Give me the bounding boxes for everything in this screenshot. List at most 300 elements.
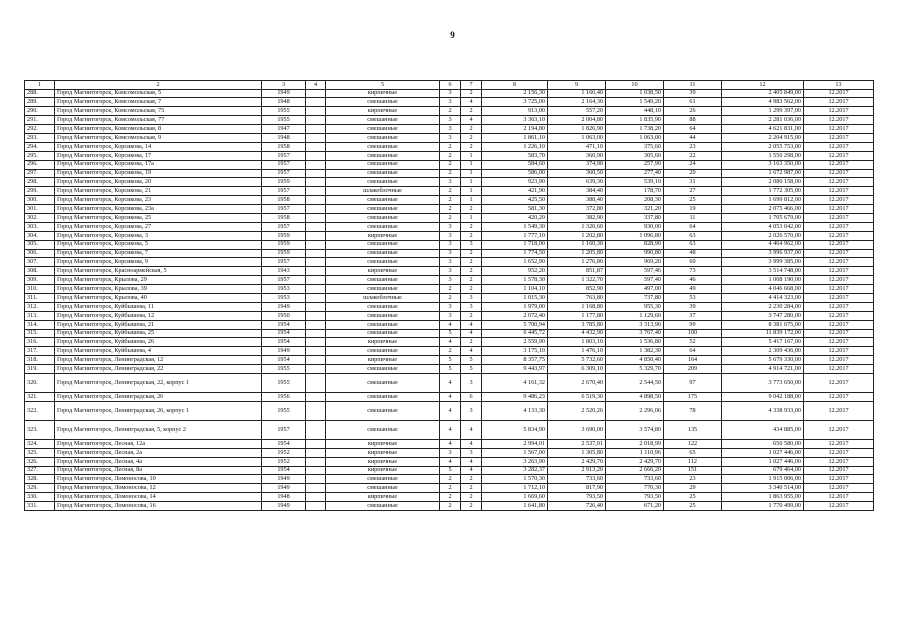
residents-cell: 20: [664, 169, 722, 178]
row-number-cell: 306.: [25, 249, 55, 258]
total-area-cell: 2 072,40: [482, 311, 548, 320]
row-number-cell: 331.: [25, 502, 55, 511]
date-cell: 12.2017: [804, 329, 874, 338]
row-number-cell: 294.: [25, 142, 55, 151]
entrances-cell: 2: [461, 484, 482, 493]
address-cell: Город Магнитогорск, Корсикова, 23а: [55, 205, 262, 214]
column-number: 9: [548, 81, 606, 90]
residential-area-cell: 448,10: [606, 107, 664, 116]
row-number-cell: 298.: [25, 178, 55, 187]
wall-material-cell: смешанные: [326, 213, 440, 222]
floors-cell: 2: [440, 285, 461, 294]
residential-area-cell: 955,30: [606, 302, 664, 311]
entrances-cell: 2: [461, 89, 482, 98]
column-4-cell: [306, 178, 326, 187]
column-4-cell: [306, 365, 326, 374]
address-cell: Город Магнитогорск, Ленинградская, 26, корпус 1: [55, 401, 262, 420]
row-number-cell: 305.: [25, 240, 55, 249]
entrances-cell: 5: [461, 365, 482, 374]
cost-cell: 1 863 955,00: [722, 493, 804, 502]
entrances-cell: 4: [461, 466, 482, 475]
address-cell: Город Магнитогорск, Корсикова, 17а: [55, 160, 262, 169]
total-area-cell: 913,00: [482, 107, 548, 116]
entrances-cell: 4: [461, 116, 482, 125]
entrances-cell: 1: [461, 178, 482, 187]
residents-cell: 26: [664, 107, 722, 116]
residents-cell: 151: [664, 466, 722, 475]
entrances-cell: 2: [461, 133, 482, 142]
floors-cell: 3: [440, 133, 461, 142]
residents-cell: 11: [664, 213, 722, 222]
row-number-cell: 313.: [25, 311, 55, 320]
table-row: [25, 338, 874, 347]
date-cell: 12.2017: [804, 285, 874, 294]
address-cell: Город Магнитогорск, Корсикова, 17: [55, 151, 262, 160]
residential-area-cell: 793,50: [606, 493, 664, 502]
year-built-cell: 1955: [262, 365, 306, 374]
cost-cell: 1 672 987,00: [722, 169, 804, 178]
living-area-cell: 372,80: [548, 205, 606, 214]
address-cell: Город Магнитогорск, Лесная, 12а: [55, 439, 262, 448]
register-rows: [25, 89, 874, 511]
address-cell: Город Магнитогорск, Корсикова, 3: [55, 231, 262, 240]
residential-area-cell: 597,40: [606, 276, 664, 285]
table-row: [25, 329, 874, 338]
column-number: 4: [306, 81, 326, 90]
floors-cell: 2: [440, 196, 461, 205]
residential-area-cell: 990,80: [606, 249, 664, 258]
date-cell: 12.2017: [804, 502, 874, 511]
residential-area-cell: 5 329,70: [606, 365, 664, 374]
residents-cell: 29: [664, 484, 722, 493]
table-row: [25, 276, 874, 285]
column-4-cell: [306, 285, 326, 294]
year-built-cell: 1957: [262, 222, 306, 231]
entrances-cell: 4: [461, 439, 482, 448]
wall-material-cell: смешанные: [326, 249, 440, 258]
row-number-cell: 317.: [25, 347, 55, 356]
entrances-cell: 2: [461, 125, 482, 134]
living-area-cell: 726,40: [548, 502, 606, 511]
total-area-cell: 1 774,50: [482, 249, 548, 258]
date-cell: 12.2017: [804, 302, 874, 311]
column-4-cell: [306, 374, 326, 393]
column-4-cell: [306, 401, 326, 420]
living-area-cell: 1 320,60: [548, 222, 606, 231]
date-cell: 12.2017: [804, 493, 874, 502]
total-area-cell: 1 104,10: [482, 285, 548, 294]
living-area-cell: 382,90: [548, 213, 606, 222]
living-area-cell: 360,50: [548, 169, 606, 178]
row-number-cell: 309.: [25, 276, 55, 285]
residential-area-cell: 2 018,99: [606, 439, 664, 448]
residential-area-cell: 1 738,20: [606, 125, 664, 134]
cost-cell: 679 464,00: [722, 466, 804, 475]
residents-cell: 24: [664, 160, 722, 169]
entrances-cell: 1: [461, 169, 482, 178]
living-area-cell: 4 432,90: [548, 329, 606, 338]
table-row: [25, 267, 874, 276]
table-row: [25, 439, 874, 448]
column-number: 5: [326, 81, 440, 90]
wall-material-cell: смешанные: [326, 178, 440, 187]
total-area-cell: 1 015,30: [482, 293, 548, 302]
total-area-cell: 3 282,37: [482, 466, 548, 475]
table-row: [25, 475, 874, 484]
residential-area-cell: 2 544,50: [606, 374, 664, 393]
residents-cell: 209: [664, 365, 722, 374]
residents-cell: 164: [664, 356, 722, 365]
year-built-cell: 1957: [262, 160, 306, 169]
entrances-cell: 1: [461, 151, 482, 160]
residential-area-cell: 305,60: [606, 151, 664, 160]
floors-cell: 4: [440, 374, 461, 393]
address-cell: Город Магнитогорск, Куйбышева, 11: [55, 302, 262, 311]
entrances-cell: 2: [461, 205, 482, 214]
row-number-cell: 291.: [25, 116, 55, 125]
floors-cell: 2: [440, 187, 461, 196]
residents-cell: 27: [664, 187, 722, 196]
living-area-cell: 1 168,80: [548, 302, 606, 311]
cost-cell: 2 075 466,00: [722, 205, 804, 214]
date-cell: 12.2017: [804, 466, 874, 475]
cost-cell: 8 381 075,00: [722, 320, 804, 329]
table-row: [25, 466, 874, 475]
living-area-cell: 3 690,00: [548, 420, 606, 439]
entrances-cell: 4: [461, 347, 482, 356]
table-row: [25, 169, 874, 178]
address-cell: Город Магнитогорск, Корсикова, 27: [55, 222, 262, 231]
wall-material-cell: смешанные: [326, 502, 440, 511]
wall-material-cell: смешанные: [326, 133, 440, 142]
floors-cell: 3: [440, 178, 461, 187]
residential-area-cell: 1 835,90: [606, 116, 664, 125]
year-built-cell: 1955: [262, 107, 306, 116]
address-cell: Город Магнитогорск, Куйбышева, 4: [55, 347, 262, 356]
date-cell: 12.2017: [804, 401, 874, 420]
floors-cell: 2: [440, 107, 461, 116]
total-area-cell: 5 834,90: [482, 420, 548, 439]
table-row: [25, 393, 874, 402]
address-cell: Город Магнитогорск, Куйбышева, 12: [55, 311, 262, 320]
column-4-cell: [306, 205, 326, 214]
cost-cell: 1 772 305,00: [722, 187, 804, 196]
residential-area-cell: 539,10: [606, 178, 664, 187]
total-area-cell: 581,30: [482, 205, 548, 214]
date-cell: 12.2017: [804, 320, 874, 329]
year-built-cell: 1953: [262, 285, 306, 294]
wall-material-cell: смешанные: [326, 258, 440, 267]
total-area-cell: 586,00: [482, 169, 548, 178]
residential-area-cell: 178,70: [606, 187, 664, 196]
year-built-cell: 1943: [262, 267, 306, 276]
column-4-cell: [306, 484, 326, 493]
floors-cell: 3: [440, 276, 461, 285]
cost-cell: 1 550 298,00: [722, 151, 804, 160]
table-row: [25, 320, 874, 329]
residents-cell: 19: [664, 205, 722, 214]
year-built-cell: 1949: [262, 302, 306, 311]
living-area-cell: 3 785,80: [548, 320, 606, 329]
living-area-cell: 1 305,80: [548, 448, 606, 457]
residential-area-cell: 1 110,96: [606, 448, 664, 457]
living-area-cell: 1 826,90: [548, 125, 606, 134]
wall-material-cell: смешанные: [326, 365, 440, 374]
year-built-cell: 1947: [262, 125, 306, 134]
column-4-cell: [306, 293, 326, 302]
address-cell: Город Магнитогорск, Корсикова, 20: [55, 178, 262, 187]
residents-cell: 52: [664, 338, 722, 347]
column-number: 1: [25, 81, 55, 90]
wall-material-cell: кирпичные: [326, 466, 440, 475]
cost-cell: 1 027 446,00: [722, 457, 804, 466]
residents-cell: 112: [664, 457, 722, 466]
year-built-cell: 1954: [262, 466, 306, 475]
address-cell: Город Магнитогорск, Корсикова, 21: [55, 187, 262, 196]
cost-cell: 5 417 167,00: [722, 338, 804, 347]
floors-cell: 2: [440, 169, 461, 178]
residential-area-cell: 1 063,00: [606, 133, 664, 142]
date-cell: 12.2017: [804, 133, 874, 142]
year-built-cell: 1958: [262, 213, 306, 222]
row-number-cell: 314.: [25, 320, 55, 329]
living-area-cell: 817,90: [548, 484, 606, 493]
floors-cell: 3: [440, 258, 461, 267]
date-cell: 12.2017: [804, 187, 874, 196]
residents-cell: 63: [664, 240, 722, 249]
floors-cell: 3: [440, 98, 461, 107]
address-cell: Город Магнитогорск, Корсикова, 7: [55, 249, 262, 258]
table-row: [25, 160, 874, 169]
living-area-cell: 6 309,10: [548, 365, 606, 374]
column-4-cell: [306, 160, 326, 169]
living-area-cell: 639,30: [548, 178, 606, 187]
row-number-cell: 303.: [25, 222, 55, 231]
column-4-cell: [306, 169, 326, 178]
table-row: [25, 249, 874, 258]
date-cell: 12.2017: [804, 142, 874, 151]
residents-cell: 78: [664, 401, 722, 420]
cost-cell: 11 839 172,00: [722, 329, 804, 338]
residential-area-cell: 930,00: [606, 222, 664, 231]
column-number: 12: [722, 81, 804, 90]
column-4-cell: [306, 338, 326, 347]
year-built-cell: 1957: [262, 205, 306, 214]
address-cell: Город Магнитогорск, Куйбышева, 21: [55, 320, 262, 329]
total-area-cell: 421,90: [482, 187, 548, 196]
row-number-cell: 302.: [25, 213, 55, 222]
entrances-cell: 4: [461, 457, 482, 466]
address-cell: Город Магнитогорск, Корсикова, 5: [55, 240, 262, 249]
table-row: [25, 356, 874, 365]
column-4-cell: [306, 466, 326, 475]
total-area-cell: 420,20: [482, 213, 548, 222]
year-built-cell: 1950: [262, 311, 306, 320]
entrances-cell: 2: [461, 249, 482, 258]
column-number-row: [25, 81, 874, 90]
date-cell: 12.2017: [804, 276, 874, 285]
residential-area-cell: 2 429,70: [606, 457, 664, 466]
living-area-cell: 851,87: [548, 267, 606, 276]
year-built-cell: 1949: [262, 502, 306, 511]
cost-cell: 4 983 562,00: [722, 98, 804, 107]
cost-cell: 1 008 190,00: [722, 276, 804, 285]
column-4-cell: [306, 448, 326, 457]
living-area-cell: 2 913,20: [548, 466, 606, 475]
total-area-cell: 4 133,30: [482, 401, 548, 420]
date-cell: 12.2017: [804, 365, 874, 374]
row-number-cell: 310.: [25, 285, 55, 294]
total-area-cell: 1 570,30: [482, 475, 548, 484]
floors-cell: 3: [440, 448, 461, 457]
table-row: [25, 133, 874, 142]
date-cell: 12.2017: [804, 89, 874, 98]
column-4-cell: [306, 196, 326, 205]
residential-area-cell: 208,30: [606, 196, 664, 205]
cost-cell: 2 230 284,00: [722, 302, 804, 311]
date-cell: 12.2017: [804, 374, 874, 393]
floors-cell: 3: [440, 302, 461, 311]
address-cell: Город Магнитогорск, Корсикова, 19: [55, 169, 262, 178]
address-cell: Город Магнитогорск, Корсикова, 23: [55, 196, 262, 205]
residents-cell: 53: [664, 293, 722, 302]
residents-cell: 65: [664, 448, 722, 457]
cost-cell: 2 405 849,00: [722, 89, 804, 98]
floors-cell: 4: [440, 439, 461, 448]
cost-cell: 2 281 036,00: [722, 116, 804, 125]
total-area-cell: 5 700,94: [482, 320, 548, 329]
table-row: [25, 222, 874, 231]
wall-material-cell: смешанные: [326, 98, 440, 107]
floors-cell: 5: [440, 365, 461, 374]
column-4-cell: [306, 98, 326, 107]
year-built-cell: 1955: [262, 374, 306, 393]
column-4-cell: [306, 320, 326, 329]
wall-material-cell: смешанные: [326, 484, 440, 493]
wall-material-cell: смешанные: [326, 169, 440, 178]
date-cell: 12.2017: [804, 338, 874, 347]
column-4-cell: [306, 222, 326, 231]
address-cell: Город Магнитогорск, Ломоносова, 14: [55, 493, 262, 502]
address-cell: Город Магнитогорск, Корсикова, 14: [55, 142, 262, 151]
year-built-cell: 1957: [262, 420, 306, 439]
table-row: [25, 420, 874, 439]
residents-cell: 48: [664, 249, 722, 258]
residential-area-cell: 1 382,30: [606, 347, 664, 356]
residents-cell: 46: [664, 276, 722, 285]
floors-cell: 4: [440, 338, 461, 347]
total-area-cell: 9 443,97: [482, 365, 548, 374]
floors-cell: 3: [440, 125, 461, 134]
entrances-cell: 4: [461, 98, 482, 107]
column-number: 8: [482, 81, 548, 90]
date-cell: 12.2017: [804, 240, 874, 249]
address-cell: Город Магнитогорск, Ленинградская, 22: [55, 365, 262, 374]
wall-material-cell: смешанные: [326, 393, 440, 402]
address-cell: Город Магнитогорск, Комсомольская, 77: [55, 116, 262, 125]
column-number: 2: [55, 81, 262, 90]
row-number-cell: 299.: [25, 187, 55, 196]
cost-cell: 2 055 753,00: [722, 142, 804, 151]
cost-cell: 4 338 933,00: [722, 401, 804, 420]
total-area-cell: 1 226,10: [482, 142, 548, 151]
column-number: 7: [461, 81, 482, 90]
total-area-cell: 2 994,01: [482, 439, 548, 448]
date-cell: 12.2017: [804, 231, 874, 240]
total-area-cell: 4 161,32: [482, 374, 548, 393]
row-number-cell: 329.: [25, 484, 55, 493]
column-4-cell: [306, 267, 326, 276]
cost-cell: 1 699 812,00: [722, 196, 804, 205]
year-built-cell: 1949: [262, 347, 306, 356]
wall-material-cell: кирпичные: [326, 89, 440, 98]
total-area-cell: 2 194,80: [482, 125, 548, 134]
wall-material-cell: смешанные: [326, 142, 440, 151]
year-built-cell: 1956: [262, 393, 306, 402]
cost-cell: 4 414 323,00: [722, 293, 804, 302]
table-row: [25, 142, 874, 151]
entrances-cell: 5: [461, 356, 482, 365]
column-4-cell: [306, 89, 326, 98]
residential-area-cell: 3 574,80: [606, 420, 664, 439]
address-cell: Город Магнитогорск, Ленинградская, 5, корпус 2: [55, 420, 262, 439]
living-area-cell: 793,50: [548, 493, 606, 502]
living-area-cell: 852,90: [548, 285, 606, 294]
residents-cell: 97: [664, 374, 722, 393]
floors-cell: 3: [440, 311, 461, 320]
table-row: [25, 231, 874, 240]
column-number: 13: [804, 81, 874, 90]
residential-area-cell: 321,20: [606, 205, 664, 214]
entrances-cell: 3: [461, 374, 482, 393]
year-built-cell: 1959: [262, 178, 306, 187]
total-area-cell: 9 486,23: [482, 393, 548, 402]
column-4-cell: [306, 116, 326, 125]
column-4-cell: [306, 142, 326, 151]
year-built-cell: 1959: [262, 231, 306, 240]
cost-cell: 1 705 679,00: [722, 213, 804, 222]
table-row: [25, 285, 874, 294]
year-built-cell: 1957: [262, 169, 306, 178]
floors-cell: 5: [440, 329, 461, 338]
year-built-cell: 1954: [262, 320, 306, 329]
year-built-cell: 1952: [262, 457, 306, 466]
residential-area-cell: 1 038,50: [606, 89, 664, 98]
row-number-cell: 320.: [25, 374, 55, 393]
row-number-cell: 293.: [25, 133, 55, 142]
living-area-cell: 1 063,00: [548, 133, 606, 142]
residents-cell: 63: [664, 231, 722, 240]
total-area-cell: 583,70: [482, 151, 548, 160]
wall-material-cell: смешанные: [326, 347, 440, 356]
column-4-cell: [306, 231, 326, 240]
cost-cell: 4 053 042,00: [722, 222, 804, 231]
table-row: [25, 484, 874, 493]
entrances-cell: 3: [461, 240, 482, 249]
floors-cell: 2: [440, 160, 461, 169]
residential-area-cell: 1 549,20: [606, 98, 664, 107]
row-number-cell: 300.: [25, 196, 55, 205]
year-built-cell: 1949: [262, 475, 306, 484]
entrances-cell: 2: [461, 311, 482, 320]
year-built-cell: 1949: [262, 484, 306, 493]
year-built-cell: 1959: [262, 240, 306, 249]
living-area-cell: 1 803,10: [548, 338, 606, 347]
residents-cell: 64: [664, 347, 722, 356]
residents-cell: 37: [664, 311, 722, 320]
living-area-cell: 557,20: [548, 107, 606, 116]
table-row: [25, 178, 874, 187]
